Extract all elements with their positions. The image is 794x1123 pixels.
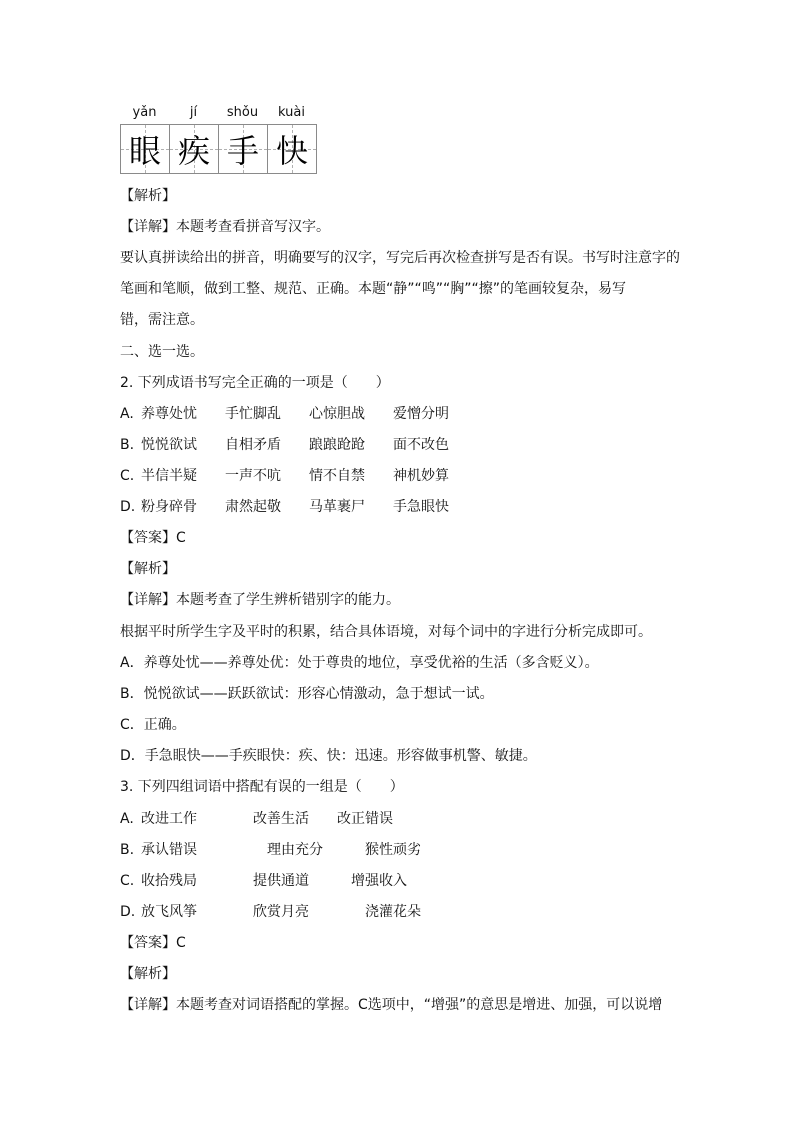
option-label: D. xyxy=(120,904,136,920)
option-label: A. xyxy=(120,406,134,422)
option-label: C. xyxy=(120,468,135,484)
analysis-heading: 【解析】 xyxy=(120,188,176,204)
option-label: B. xyxy=(120,842,135,858)
option-item: 自相矛盾 xyxy=(225,437,281,453)
pinyin-3: shǒu xyxy=(226,105,259,120)
question-3-stem: 3. 下列四组词语中搭配有误的一组是（ ） xyxy=(120,779,404,795)
answer-line: 【答案】C xyxy=(120,530,186,546)
explain-d: D．手急眼快——手疾眼快：疾、快：迅速。形容做事机警、敏捷。 xyxy=(120,748,537,764)
option-item: 欣赏月亮 xyxy=(253,904,309,920)
pinyin-4: kuài xyxy=(278,105,305,120)
option-item: 承认错误 xyxy=(141,842,197,858)
option-item: 猴性顽劣 xyxy=(365,842,421,858)
option-item: 心惊胆战 xyxy=(309,406,365,422)
pinyin-2: jí xyxy=(189,105,198,120)
option-item: 手急眼快 xyxy=(393,499,449,515)
option-item: 增强收入 xyxy=(351,873,407,889)
option-item: 理由充分 xyxy=(267,842,323,858)
option-label: B. xyxy=(120,437,135,453)
option-item: 改正错误 xyxy=(337,811,393,827)
detail-heading: 【详解】本题考查看拼音写汉字。 xyxy=(120,219,330,235)
option-item: 改善生活 xyxy=(253,811,309,827)
grid-char-1: 眼 xyxy=(128,132,161,170)
explain-a: A．养尊处忧——养尊处优：处于尊贵的地位，享受优裕的生活（多含贬义）。 xyxy=(120,655,599,671)
grid-cell xyxy=(170,125,219,173)
analysis-heading: 【解析】 xyxy=(120,966,176,982)
grid-char-4: 快 xyxy=(275,132,308,170)
option-item: 收拾残局 xyxy=(141,873,197,889)
explain-b: B．悦悦欲试——跃跃欲试：形容心情激动，急于想试一试。 xyxy=(120,686,494,702)
question-2-stem: 2. 下列成语书写完全正确的一项是（ ） xyxy=(120,375,390,391)
option-item: 情不自禁 xyxy=(309,468,365,484)
grid-char-3: 手 xyxy=(226,132,259,170)
detail-body: 要认真拼读给出的拼音，明确要写的汉字，写完后再次检查拼写是否有误。书写时注意字的 xyxy=(120,250,680,266)
option-item: 浇灌花朵 xyxy=(365,904,421,920)
option-item: 放飞风筝 xyxy=(141,904,197,920)
option-item: 悦悦欲试 xyxy=(141,437,197,453)
option-item: 手忙脚乱 xyxy=(225,406,281,422)
option-item: 神机妙算 xyxy=(393,468,449,484)
answer-line: 【答案】C xyxy=(120,935,186,951)
tianzige-grid xyxy=(120,104,317,174)
option-label: D. xyxy=(120,499,136,515)
option-item: 粉身碎骨 xyxy=(141,499,197,515)
pinyin-row xyxy=(120,104,317,122)
option-item: 改进工作 xyxy=(141,811,197,827)
option-item: 提供通道 xyxy=(253,873,309,889)
grid-cell xyxy=(219,125,268,173)
option-label: A. xyxy=(120,811,134,827)
option-item: 养尊处忧 xyxy=(141,406,197,422)
detail-body: 错，需注意。 xyxy=(120,312,204,328)
option-item: 爱憎分明 xyxy=(393,406,449,422)
pinyin-1: yǎn xyxy=(132,105,157,120)
option-item: 一声不吭 xyxy=(225,468,281,484)
option-item: 肃然起敬 xyxy=(225,499,281,515)
detail-heading: 【详解】本题考查了学生辨析错别字的能力。 xyxy=(120,592,400,608)
grid-cell xyxy=(121,125,170,173)
option-item: 半信半疑 xyxy=(141,468,197,484)
char-row xyxy=(120,124,317,174)
detail-body: 笔画和笔顺，做到工整、规范、正确。本题“静”“鸣”“胸”“擦”的笔画较复杂，易写 xyxy=(120,281,627,297)
detail-body: 根据平时所学生字及平时的积累，结合具体语境，对每个词中的字进行分析完成即可。 xyxy=(120,624,652,640)
section-heading: 二、选一选。 xyxy=(120,344,204,360)
grid-cell xyxy=(268,125,316,173)
option-item: 面不改色 xyxy=(393,437,449,453)
option-item: 马革裹尸 xyxy=(309,499,365,515)
grid-char-2: 疾 xyxy=(177,132,210,170)
detail-heading: 【详解】本题考查对词语搭配的掌握。C选项中，“增强”的意思是增进、加强，可以说增 xyxy=(120,997,663,1013)
explain-c: C．正确。 xyxy=(120,717,186,733)
analysis-heading: 【解析】 xyxy=(120,561,176,577)
option-label: C. xyxy=(120,873,135,889)
option-item: 踉踉跄跄 xyxy=(309,437,365,453)
